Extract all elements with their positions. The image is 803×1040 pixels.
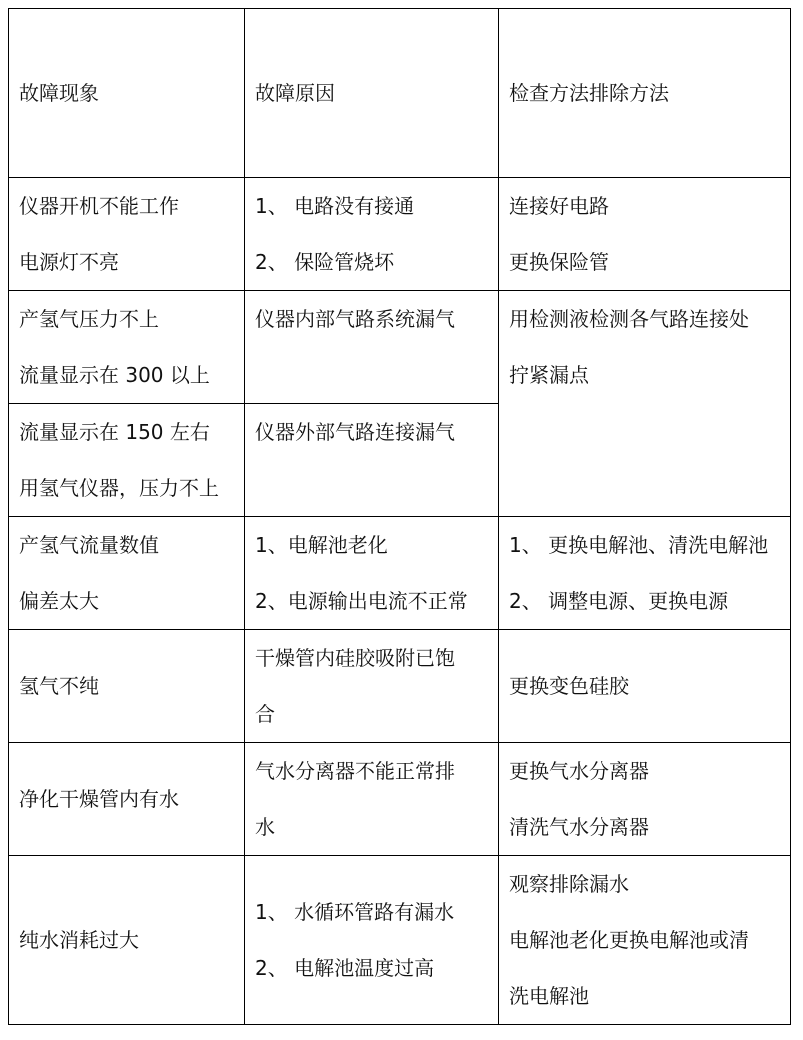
- table-row: [9, 178, 791, 291]
- solution-cell: 更换气水分离器 清洗气水分离器: [499, 743, 791, 856]
- solution-cell: 用检测液检测各气路连接处 拧紧漏点: [499, 291, 791, 517]
- symptom-cell: 纯水消耗过大: [9, 856, 245, 1025]
- symptom-cell: 产氢气压力不上 流量显示在 300 以上: [9, 291, 245, 404]
- symptom-cell: 氢气不纯: [9, 630, 245, 743]
- cause-cell: 仪器外部气路连接漏气: [245, 404, 499, 517]
- symptom-cell: 产氢气流量数值 偏差太大: [9, 517, 245, 630]
- symptom-cell: 仪器开机不能工作 电源灯不亮: [9, 178, 245, 291]
- fault-table: [8, 8, 791, 1025]
- solution-cell: 观察排除漏水 电解池老化更换电解池或清 洗电解池: [499, 856, 791, 1025]
- header-cause: 故障原因: [245, 9, 499, 178]
- cause-cell: 干燥管内硅胶吸附已饱 合: [245, 630, 499, 743]
- cause-cell: 1、 水循环管路有漏水 2、 电解池温度过高: [245, 856, 499, 1025]
- table-row: [9, 630, 791, 743]
- cause-cell: 1、电解池老化 2、电源输出电流不正常: [245, 517, 499, 630]
- header-symptom: 故障现象: [9, 9, 245, 178]
- symptom-cell: 流量显示在 150 左右 用氢气仪器，压力不上: [9, 404, 245, 517]
- cause-cell: 仪器内部气路系统漏气: [245, 291, 499, 404]
- solution-cell: 1、 更换电解池、清洗电解池 2、 调整电源、更换电源: [499, 517, 791, 630]
- symptom-cell: 净化干燥管内有水: [9, 743, 245, 856]
- cause-cell: 1、 电路没有接通 2、 保险管烧坏: [245, 178, 499, 291]
- solution-cell: 连接好电路 更换保险管: [499, 178, 791, 291]
- header-row: [9, 9, 791, 178]
- table-row: [9, 517, 791, 630]
- cause-cell: 气水分离器不能正常排 水: [245, 743, 499, 856]
- header-solution: 检查方法排除方法: [499, 9, 791, 178]
- solution-cell: 更换变色硅胶: [499, 630, 791, 743]
- table-row: [9, 856, 791, 1025]
- table-row: [9, 291, 791, 404]
- table-row: [9, 743, 791, 856]
